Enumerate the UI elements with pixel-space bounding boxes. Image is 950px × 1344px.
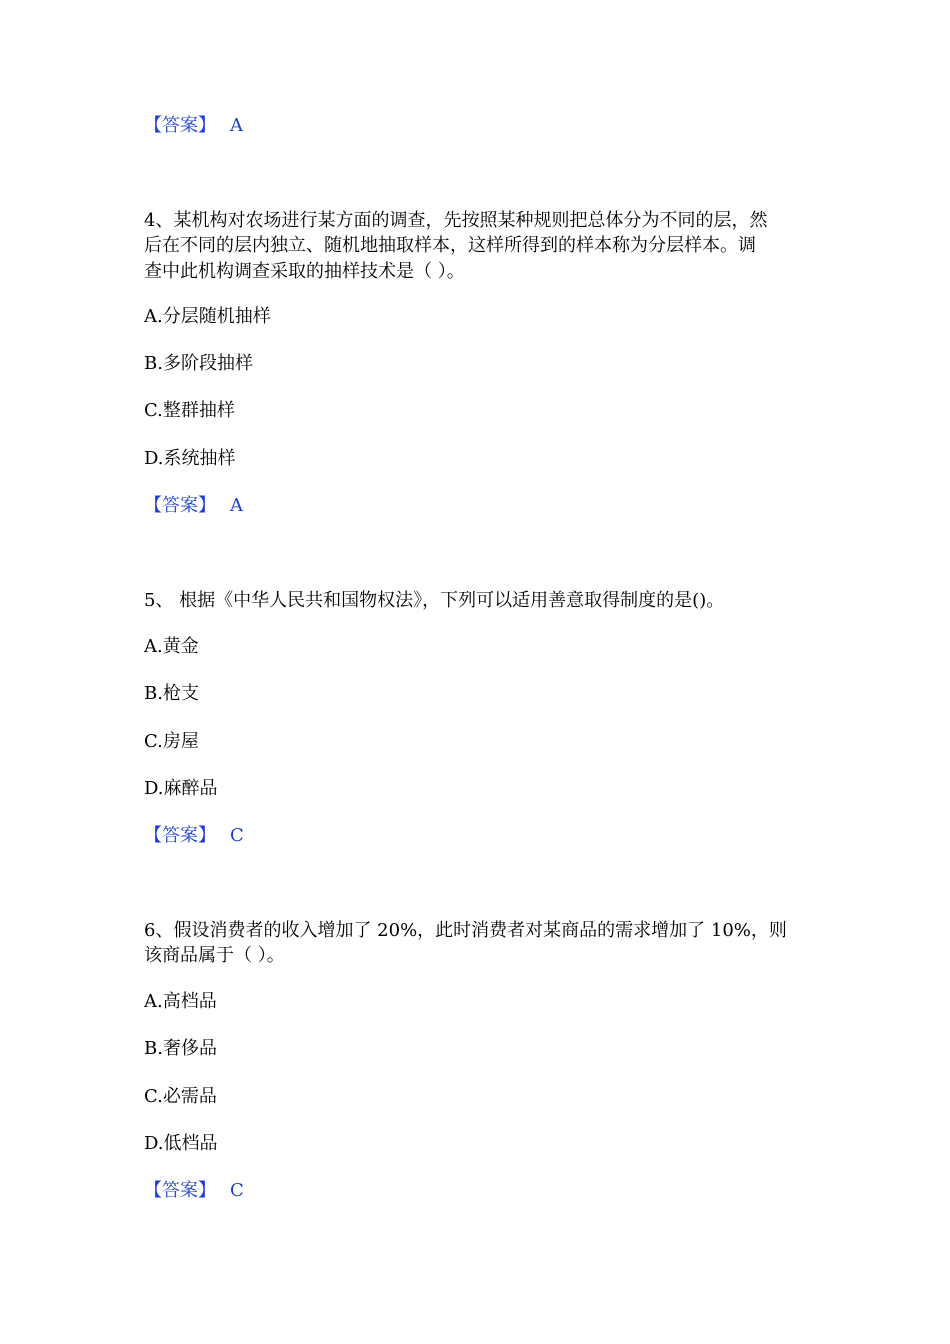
question-4-option-c: C.整群抽样	[144, 400, 235, 421]
answer-label: 【答案】	[144, 825, 216, 846]
answer-label: 【答案】	[144, 115, 216, 136]
question-4-answer	[144, 494, 243, 518]
question-6-option-a: A.高档品	[144, 991, 217, 1012]
question-4-line-2: 后在不同的层内独立、随机地抽取样本，这样所得到的样本称为分层样本。调	[144, 235, 756, 256]
question-4-option-d: D.系统抽样	[144, 448, 236, 469]
question-4-option-a: A.分层随机抽样	[144, 306, 271, 327]
question-5-option-b: B.枪支	[144, 683, 199, 704]
answer-label: 【答案】	[144, 495, 216, 516]
question-4-line-1: 4、某机构对农场进行某方面的调查，先按照某种规则把总体分为不同的层，然	[144, 210, 768, 231]
answer-line	[144, 114, 243, 138]
question-5-option-c: C.房屋	[144, 731, 199, 752]
answer-label: 【答案】	[144, 1180, 216, 1201]
answer-value: A	[230, 495, 243, 516]
question-5-answer	[144, 824, 244, 848]
question-4-line-3: 查中此机构调查采取的抽样技术是（ ）。	[144, 261, 465, 282]
question-6-answer	[144, 1179, 244, 1203]
question-6-option-d: D.低档品	[144, 1133, 218, 1154]
question-6-option-c: C.必需品	[144, 1086, 217, 1107]
question-5-line-1: 5、 根据《中华人民共和国物权法》，下列可以适用善意取得制度的是()。	[144, 590, 725, 611]
question-5-option-a: A.黄金	[144, 636, 199, 657]
question-6-line-2: 该商品属于（ ）。	[144, 945, 285, 966]
answer-value: C	[230, 825, 244, 846]
question-6-option-b: B.奢侈品	[144, 1038, 217, 1059]
question-4-option-b: B.多阶段抽样	[144, 353, 253, 374]
answer-value: C	[230, 1180, 244, 1201]
question-6-line-1: 6、假设消费者的收入增加了 20%，此时消费者对某商品的需求增加了 10%，则	[144, 920, 787, 941]
question-5-option-d: D.麻醉品	[144, 778, 218, 799]
answer-value: A	[230, 115, 243, 136]
